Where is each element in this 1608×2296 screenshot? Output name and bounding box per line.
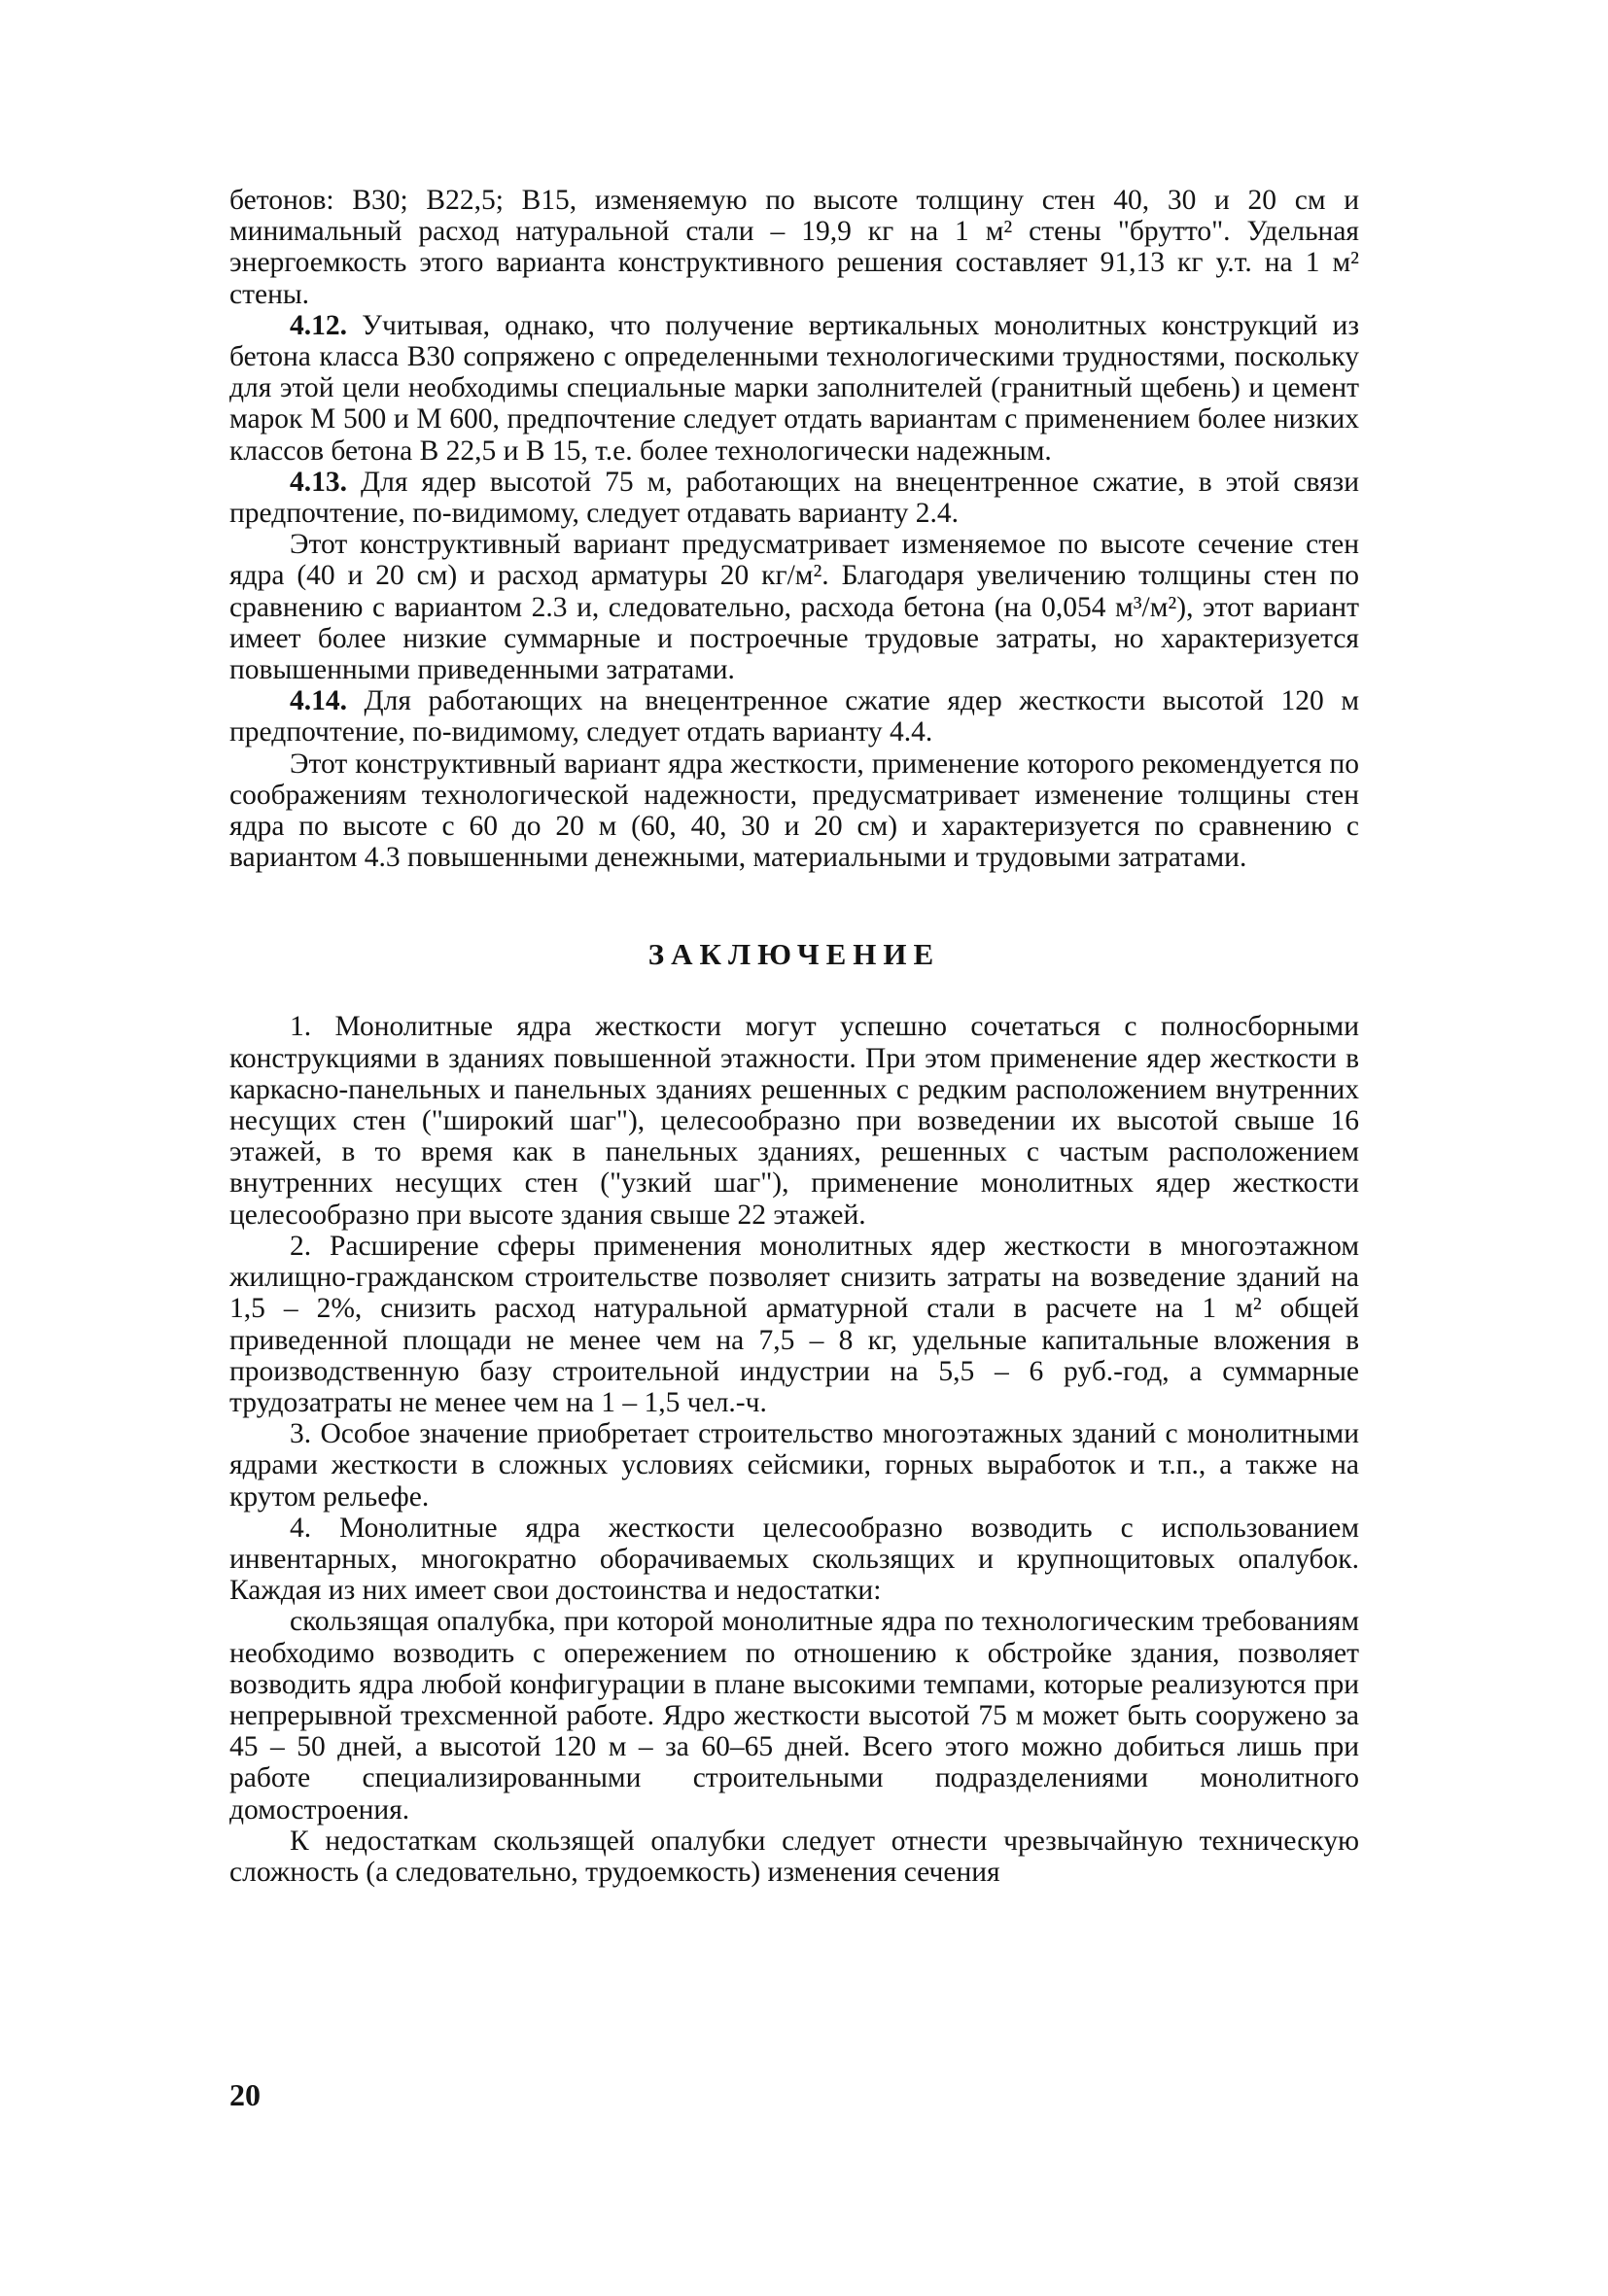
paragraph-text: Монолитные ядра жесткости могут успешно сочетаться с полносборными конструкциями в зданиях повышенной этажности. При этом применение ядер жесткости в каркасно-панельных и панельных зданиях решенных с редким расположением внутренних несущих стен ("широкий шаг"), целесообразно при возведении их высотой свыше 16 этажей, в то время как в панельных зданиях, решенных с частым расположением внутренних несущих стен ("узкий шаг"), применение монолитных ядер жесткости целесообразно при высоте здания свыше 22 этажей. (229, 1011, 1360, 1231)
paragraph-text: бетонов: В30; В22,5; В15, изменяемую по высоте толщину стен 40, 30 и 20 см и минимальный расход натуральной стали – 19,9 кг на 1 м² стены "брутто". Удельная энергоемкость этого варианта конструктивного решения составляет 91,13 кг у.т. на 1 м² стены. (229, 185, 1359, 310)
paragraph-4-14 (229, 685, 1359, 748)
paragraph-variant-4-4 (229, 748, 1359, 874)
paragraph-sliding-drawbacks (229, 1826, 1359, 1888)
paragraph-text: Расширение сферы применения монолитных ядер жесткости в многоэтажном жилищно-гражданском строительстве позволяет снизить затраты на возведение зданий на 1,5 – 2%, снизить расход натуральной арматурной стали в расчете на 1 м² общей приведенной площади не менее чем на 7,5 – 8 кг, удельные капитальные вложения в производственную базу строительной индустрии на 5,5 – 6 руб.-год, а суммарные трудозатраты не менее чем на 1 – 1,5 чел.-ч. (229, 1230, 1360, 1418)
paragraph-variant-2-4 (229, 529, 1359, 685)
paragraph-continuation (229, 185, 1359, 310)
paragraph-4-12 (229, 310, 1359, 467)
paragraph-number: 4.14. (290, 685, 347, 717)
paragraph-text: Для работающих на внецентренное сжатие ядер жесткости высотой 120 м предпочтение, по-видимому, следует отдать варианту 4.4. (229, 685, 1359, 748)
page-number: 20 (229, 2077, 261, 2112)
paragraph-text: Этот конструктивный вариант ядра жесткости, применение которого рекомендуется по соображениям технологической надежности, предусматривает изменение толщины стен ядра по высоте с 60 до 20 м (60, 40, 30 и 20 см) и характеризуется по сравнению с вариантом 4.3 повышенными денежными, материальными и трудовыми затратами. (229, 748, 1359, 874)
section-conclusion (229, 1011, 1359, 1888)
paragraph-text: скользящая опалубка, при которой монолитные ядра по технологическим требованиям необходимо возводить с опережением по отношению к обстройке здания, позволяет возводить ядра любой конфигурации в плане высокими темпами, которые реализуются при непрерывной трехсменной работе. Ядро жесткости высотой 75 м может быть сооружено за 45 – 50 дней, а высотой 120 м – за 60–65 дней. Всего этого можно добиться лишь при работе специализированными строительными подразделениями монолитного домостроения. (229, 1606, 1359, 1826)
paragraph-number: 4.13. (290, 466, 347, 498)
section-heading: ЗАКЛЮЧЕНИЕ (647, 937, 941, 972)
paragraph-text: К недостаткам скользящей опалубки следует отнести чрезвычайную техническую сложность (а следовательно, трудоемкость) изменения сечения (229, 1825, 1359, 1888)
paragraph-text: Монолитные ядра жесткости целесообразно возводить с использованием инвентарных, многократно оборачиваемых скользящих и крупнощитовых опалубок. Каждая из них имеет свои достоинства и недостатки: (229, 1512, 1360, 1607)
section-top (229, 185, 1359, 873)
paragraph-sliding-formwork (229, 1606, 1359, 1825)
conclusion-item-1 (229, 1011, 1359, 1230)
item-number: 4. (290, 1512, 312, 1544)
paragraph-number: 4.12. (290, 309, 347, 341)
paragraph-text: Этот конструктивный вариант предусматривает изменяемое по высоте сечение стен ядра (40 и 20 см) и расход арматуры 20 кг/м². Благодаря увеличению толщины стен по сравнению с вариантом 2.3 и, следовательно, расхода бетона (на 0,054 м³/м²), этот вариант имеет более низкие суммарные и построечные трудовые затраты, но характеризуется повышенными приведенными затратами. (229, 529, 1359, 686)
item-number: 1. (290, 1011, 312, 1043)
conclusion-item-4 (229, 1513, 1359, 1607)
paragraph-text: Учитывая, однако, что получение вертикальных монолитных конструкций из бетона класса В30 сопряжено с определенными технологическими трудностями, поскольку для этой цели необходимы специальные марки заполнителей (гранитный щебень) и цемент марок М 500 и М 600, предпочтение следует отдать вариантам с применением более низких классов бетона В 22,5 и В 15, т.е. более технологически надежным. (229, 309, 1359, 467)
paragraph-text: Особое значение приобретает строительство многоэтажных зданий с монолитными ядрами жесткости в сложных условиях сейсмики, горных выработок и т.п., а также на крутом рельефе. (229, 1418, 1359, 1513)
paragraph-text: Для ядер высотой 75 м, работающих на внецентренное сжатие, в этой связи предпочтение, по-видимому, следует отдавать варианту 2.4. (229, 466, 1360, 530)
paragraph-4-13 (229, 467, 1359, 529)
conclusion-item-2 (229, 1231, 1359, 1418)
item-number: 2. (290, 1230, 312, 1262)
conclusion-item-3 (229, 1418, 1359, 1513)
document-page (229, 185, 1359, 1888)
item-number: 3. (290, 1418, 312, 1450)
